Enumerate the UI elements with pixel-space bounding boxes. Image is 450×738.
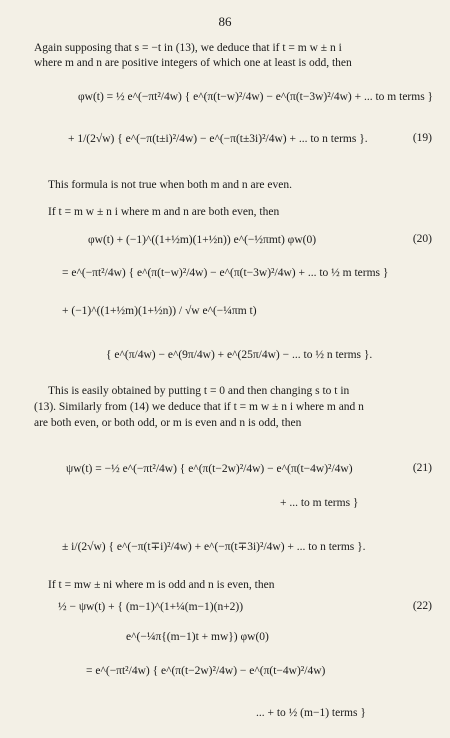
equation-20-line-2: = e^(−πt²/4w) { e^(π(t−w)²/4w) − e^(π(t−3w)²/4w) + ... to ½ m terms }: [62, 267, 389, 279]
equation-21-line-2: + ... to m terms }: [280, 497, 359, 509]
paragraph-line: where m and n are positive integers of which one at least is odd, then: [34, 57, 352, 69]
paragraph-line: Again supposing that s = −t in (13), we deduce that if t = m w ± n i: [34, 42, 342, 54]
equation-number-19: (19): [412, 132, 432, 144]
paragraph-line: This is easily obtained by putting t = 0 and then changing s to t in: [48, 385, 350, 397]
equation-20-line-3: + (−1)^((1+½m)(1+½n)) / √w e^(−¼πm t): [62, 305, 257, 317]
equation-19-line-2: + 1/(2√w) { e^(−π(t±i)²/4w) − e^(−π(t±3i)²/4w) + ... to n terms }.: [68, 133, 368, 145]
equation-22-line-4: ... + to ½ (m−1) terms }: [256, 707, 366, 719]
paragraph-line: If t = mw ± ni where m is odd and n is even, then: [48, 579, 275, 591]
paragraph-line: are both even, or both odd, or m is even and n is odd, then: [34, 417, 302, 429]
paragraph-line: (13). Similarly from (14) we deduce that if t = m w ± n i where m and n: [34, 401, 364, 413]
paragraph-line: This formula is not true when both m and n are even.: [48, 179, 292, 191]
equation-22-line-2: e^(−¼π{(m−1)t + mw}) φw(0): [126, 631, 269, 643]
equation-22-line-3: = e^(−πt²/4w) { e^(π(t−2w)²/4w) − e^(π(t−4w)²/4w): [86, 665, 326, 677]
equation-20-line-4: { e^(π/4w) − e^(9π/4w) + e^(25π/4w) − ... to ½ n terms }.: [106, 349, 373, 361]
equation-22-line-1: ½ − ψw(t) + { (m−1)^(1+¼(m−1)(n+2)): [58, 601, 244, 613]
equation-20-line-1: φw(t) + (−1)^((1+½m)(1+½n)) e^(−½πmt) φw(0): [88, 234, 317, 246]
equation-number-20: (20): [412, 233, 432, 245]
equation-19-line-1: φw(t) = ½ e^(−πt²/4w) { e^(π(t−w)²/4w) − e^(π(t−3w)²/4w) + ... to m terms }: [78, 91, 434, 103]
equation-number-22: (22): [412, 600, 432, 612]
page-number: 86: [218, 14, 232, 29]
equation-21-line-3: ± i/(2√w) { e^(−π(t∓i)²/4w) + e^(−π(t∓3i)²/4w) + ... to n terms }.: [62, 541, 366, 553]
equation-number-21: (21): [412, 462, 432, 474]
paragraph-line: If t = m w ± n i where m and n are both even, then: [48, 206, 280, 218]
equation-21-line-1: ψw(t) = −½ e^(−πt²/4w) { e^(π(t−2w)²/4w) − e^(π(t−4w)²/4w): [66, 463, 353, 475]
